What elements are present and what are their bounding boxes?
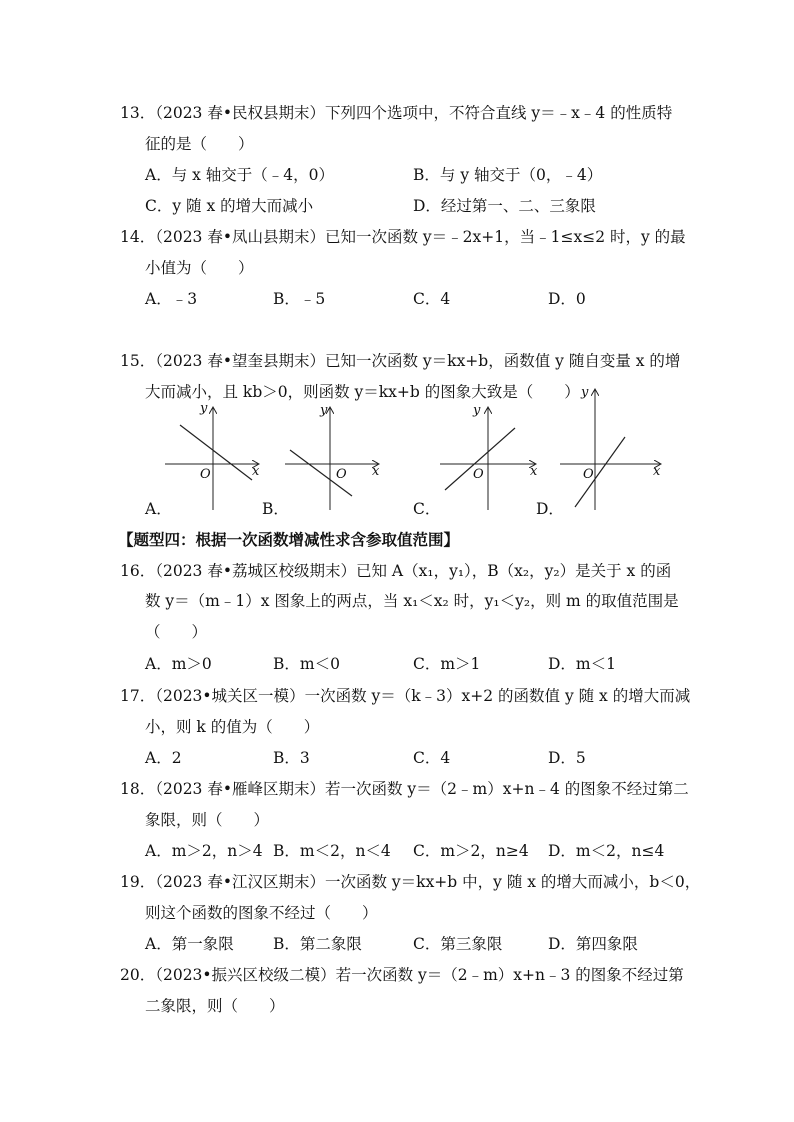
q14-option-d: D．0 — [548, 290, 586, 308]
q14-option-a: A．﹣3 — [145, 290, 198, 308]
q14-option-c: C．4 — [413, 290, 451, 308]
q16-option-b: B．m＜0 — [273, 655, 340, 673]
q18-text-line2: 象限，则（ ） — [145, 811, 270, 829]
q16-option-d: D．m＜1 — [548, 655, 616, 673]
q15-graph-d — [555, 382, 670, 512]
q13-option-b: B．与 y 轴交于（0，﹣4） — [413, 166, 603, 184]
q15-graph-d-label: D． — [536, 500, 564, 518]
q17-option-a: A．2 — [145, 749, 182, 767]
q15-graph-a-label: A． — [145, 500, 172, 518]
q15-graph-a — [160, 400, 270, 515]
q16-option-c: C．m＞1 — [413, 655, 481, 673]
q14-option-b: B．﹣5 — [273, 290, 326, 308]
q18-option-d: D．m＜2，n≤4 — [548, 842, 665, 860]
q17-text-line2: 小，则 k 的值为（ ） — [145, 718, 320, 736]
q20-text-line2: 二象限，则（ ） — [145, 997, 285, 1015]
q13-option-a: A．与 x 轴交于（﹣4，0） — [145, 166, 335, 184]
x-label: x — [653, 464, 661, 479]
y-label: y — [581, 385, 589, 400]
q15-graph-c — [435, 400, 550, 515]
q18-option-c: C．m＞2，n≥4 — [413, 842, 529, 860]
q20-text-line1: 20．（2023•振兴区校级二模）若一次函数 y＝（2﹣m）x+n﹣3 的图象不经过第 — [120, 966, 684, 984]
section-heading-4: 【题型四：根据一次函数增减性求含参取值范围】 — [118, 531, 460, 549]
q19-option-d: D．第四象限 — [548, 935, 638, 953]
x-label: x — [252, 464, 260, 479]
q16-option-a: A．m＞0 — [145, 655, 212, 673]
origin-label: O — [336, 467, 347, 482]
q17-option-b: B．3 — [273, 749, 310, 767]
q13-text-line2: 征的是（ ） — [145, 135, 254, 153]
q16-text-line2: 数 y＝（m﹣1）x 图象上的两点，当 x₁＜x₂ 时，y₁＜y₂，则 m 的取值范围是 — [145, 592, 679, 610]
q15-text-line1: 15．（2023 春•望奎县期末）已知一次函数 y＝kx+b，函数值 y 随自变量 x 的增 — [120, 352, 681, 370]
y-label: y — [200, 401, 208, 416]
q19-option-b: B．第二象限 — [273, 935, 362, 953]
q19-text-line1: 19．（2023 春•江汉区期末）一次函数 y＝kx+b 中，y 随 x 的增大而减小，b＜0， — [120, 873, 701, 891]
q15-graph-b-label: B． — [262, 500, 289, 518]
x-label: x — [530, 464, 538, 479]
q18-option-a: A．m＞2，n＞4 — [145, 842, 263, 860]
q13-option-d: D．经过第一、二、三象限 — [413, 197, 596, 215]
q19-option-a: A．第一象限 — [145, 935, 234, 953]
q14-text-line2: 小值为（ ） — [145, 259, 254, 277]
origin-label: O — [473, 467, 484, 482]
origin-label: O — [200, 467, 211, 482]
q16-text-line3: （ ） — [145, 623, 208, 641]
origin-label: O — [583, 467, 594, 482]
q18-text-line1: 18．（2023 春•雁峰区期末）若一次函数 y＝（2﹣m）x+n﹣4 的图象不经过第二 — [120, 780, 689, 798]
q19-text-line2: 则这个函数的图象不经过（ ） — [145, 904, 378, 922]
y-label: y — [320, 403, 328, 418]
q17-option-c: C．4 — [413, 749, 451, 767]
q13-text-line1: 13．（2023 春•民权县期末）下列四个选项中，不符合直线 y＝﹣x﹣4 的性质特 — [120, 104, 673, 122]
x-label: x — [372, 464, 380, 479]
q17-option-d: D．5 — [548, 749, 586, 767]
q18-option-b: B．m＜2，n＜4 — [273, 842, 391, 860]
q14-text-line1: 14．（2023 春•凤山县期末）已知一次函数 y＝﹣2x+1，当﹣1≤x≤2 时，y 的最 — [120, 228, 686, 246]
q17-text-line1: 17．（2023•城关区一模）一次函数 y＝（k﹣3）x+2 的函数值 y 随 x 的增大而减 — [120, 687, 691, 705]
q15-graph-b — [280, 400, 390, 515]
q13-option-c: C．y 随 x 的增大而减小 — [145, 197, 314, 215]
q15-text-line2: 大而减小，且 kb＞0，则函数 y＝kx+b 的图象大致是（ ） — [145, 383, 580, 401]
q19-option-c: C．第三象限 — [413, 935, 503, 953]
function-line — [180, 425, 252, 480]
y-label: y — [473, 403, 481, 418]
q16-text-line1: 16．（2023 春•荔城区校级期末）已知 A（x₁，y₁），B（x₂，y₂）是关于 x 的函 — [120, 562, 672, 580]
q15-graph-c-label: C． — [413, 500, 441, 518]
